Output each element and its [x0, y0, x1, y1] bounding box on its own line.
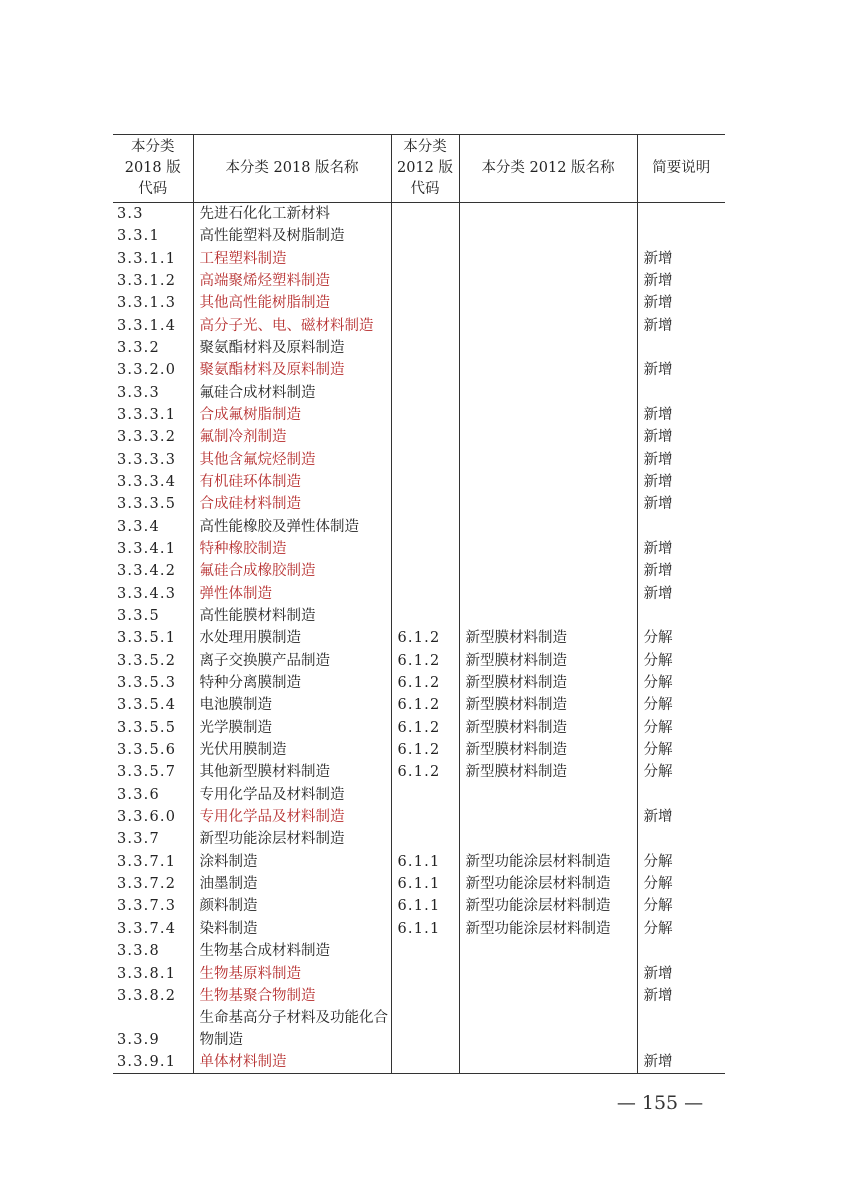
cell-2012-name [459, 605, 637, 627]
cell-2018-code: 3.3.7.1 [117, 853, 177, 870]
cell-2012-code: 6.1.1 [391, 895, 459, 917]
cell-2012-code [391, 583, 459, 605]
cell-note: 分解 [637, 650, 725, 672]
cell-2018-name: 专用化学品及材料制造 [193, 784, 391, 806]
header-2012-code [391, 135, 459, 203]
cell-2012-code [391, 247, 459, 269]
header-line: 本分类 [403, 139, 447, 155]
table-row [113, 739, 725, 761]
header-2018-name: 本分类 2018 版名称 [193, 135, 391, 203]
cell-2012-code: 6.1.2 [391, 694, 459, 716]
cell-2012-name [459, 985, 637, 1007]
cell-2012-name: 新型功能涂层材料制造 [459, 851, 637, 873]
cell-note: 分解 [637, 895, 725, 917]
header-line: 本分类 [131, 139, 175, 155]
cell-2018-code: 3.3.3.4 [117, 473, 177, 490]
cell-2018-name: 高分子光、电、磁材料制造 [193, 314, 391, 336]
cell-2012-code [391, 605, 459, 627]
cell-2012-code: 6.1.2 [391, 650, 459, 672]
cell-2018-name: 氟制冷剂制造 [193, 426, 391, 448]
cell-2018-code: 3.3.1.1 [117, 250, 177, 267]
cell-2018-name: 生物基聚合物制造 [193, 985, 391, 1007]
cell-2018-code: 3.3.5 [117, 608, 160, 625]
table-row [113, 605, 725, 627]
cell-note [637, 605, 725, 627]
cell-note: 新增 [637, 538, 725, 560]
cell-2012-name: 新型功能涂层材料制造 [459, 918, 637, 940]
cell-2012-code [391, 337, 459, 359]
table-row [113, 471, 725, 493]
cell-2018-name: 高端聚烯烃塑料制造 [193, 270, 391, 292]
cell-2012-code: 6.1.1 [391, 918, 459, 940]
cell-2012-name [459, 962, 637, 984]
cell-2012-name [459, 493, 637, 515]
cell-note: 新增 [637, 359, 725, 381]
table-row [113, 448, 725, 470]
table-row [113, 337, 725, 359]
cell-2012-code [391, 1051, 459, 1074]
cell-2018-name: 油墨制造 [193, 873, 391, 895]
table-row [113, 1051, 725, 1074]
cell-note: 新增 [637, 962, 725, 984]
cell-2012-code: 6.1.2 [391, 761, 459, 783]
cell-2018-code: 3.3.5.6 [117, 742, 177, 759]
cell-2018-code: 3.3.3.2 [117, 429, 177, 446]
cell-note [637, 381, 725, 403]
cell-2012-name: 新型功能涂层材料制造 [459, 895, 637, 917]
cell-2012-code [391, 784, 459, 806]
cell-2018-code: 3.3.7.4 [117, 920, 177, 937]
cell-2012-code [391, 270, 459, 292]
cell-2018-name: 工程塑料制造 [193, 247, 391, 269]
cell-2012-code: 6.1.1 [391, 851, 459, 873]
cell-note: 分解 [637, 761, 725, 783]
cell-2018-code: 3.3.5.4 [117, 697, 177, 714]
table-row [113, 918, 725, 940]
cell-2012-name [459, 560, 637, 582]
table-row [113, 873, 725, 895]
cell-2012-code: 6.1.2 [391, 717, 459, 739]
cell-2012-code [391, 493, 459, 515]
header-line: 2018 版 [124, 160, 181, 176]
cell-2012-name: 新型膜材料制造 [459, 672, 637, 694]
cell-2012-code: 6.1.2 [391, 739, 459, 761]
cell-2018-code: 3.3.5.2 [117, 652, 177, 669]
cell-2018-code: 3.3.7.3 [117, 898, 177, 915]
table-row [113, 359, 725, 381]
cell-2018-name: 高性能橡胶及弹性体制造 [193, 515, 391, 537]
table-row [113, 806, 725, 828]
cell-2018-name: 有机硅环体制造 [193, 471, 391, 493]
table-row [113, 672, 725, 694]
cell-2012-name [459, 426, 637, 448]
cell-2018-name: 弹性体制造 [193, 583, 391, 605]
cell-2018-code: 3.3.5.1 [117, 630, 177, 647]
cell-note: 新增 [637, 448, 725, 470]
table-row [113, 784, 725, 806]
cell-2012-code [391, 203, 459, 226]
table-row [113, 1007, 725, 1051]
cell-2018-name: 聚氨酯材料及原料制造 [193, 337, 391, 359]
cell-2012-name [459, 538, 637, 560]
cell-2012-code [391, 806, 459, 828]
cell-note [637, 828, 725, 850]
cell-note: 新增 [637, 292, 725, 314]
cell-note: 新增 [637, 247, 725, 269]
cell-2012-code [391, 962, 459, 984]
cell-2018-name: 电池膜制造 [193, 694, 391, 716]
cell-2012-code [391, 448, 459, 470]
cell-note: 分解 [637, 739, 725, 761]
cell-2012-name [459, 359, 637, 381]
cell-2018-code: 3.3.4.2 [117, 563, 177, 580]
cell-note: 分解 [637, 851, 725, 873]
cell-2018-name: 生物基原料制造 [193, 962, 391, 984]
cell-2018-code: 3.3 [117, 206, 144, 222]
cell-2018-name: 高性能膜材料制造 [193, 605, 391, 627]
table-row [113, 851, 725, 873]
cell-2018-code: 3.3.2 [117, 339, 160, 356]
cell-2012-code [391, 225, 459, 247]
cell-2018-code: 3.3.6.0 [117, 809, 177, 826]
cell-2018-name: 其他新型膜材料制造 [193, 761, 391, 783]
cell-note: 分解 [637, 694, 725, 716]
table-row [113, 225, 725, 247]
cell-2012-name: 新型膜材料制造 [459, 761, 637, 783]
cell-note: 新增 [637, 1051, 725, 1074]
cell-note [637, 784, 725, 806]
cell-2012-name: 新型膜材料制造 [459, 717, 637, 739]
cell-2012-name [459, 806, 637, 828]
cell-2018-name: 特种分离膜制造 [193, 672, 391, 694]
table-row [113, 650, 725, 672]
cell-2012-name [459, 471, 637, 493]
cell-2018-name: 合成硅材料制造 [193, 493, 391, 515]
cell-note: 分解 [637, 873, 725, 895]
cell-2018-name: 光学膜制造 [193, 717, 391, 739]
cell-2012-name: 新型膜材料制造 [459, 694, 637, 716]
cell-2012-code [391, 314, 459, 336]
cell-2018-code: 3.3.1.4 [117, 317, 177, 334]
cell-2018-code: 3.3.3.3 [117, 451, 177, 468]
table-row [113, 583, 725, 605]
cell-2018-name: 氟硅合成材料制造 [193, 381, 391, 403]
table-row [113, 962, 725, 984]
table-row [113, 985, 725, 1007]
cell-note [637, 337, 725, 359]
cell-2018-code: 3.3.5.5 [117, 719, 177, 736]
cell-2012-code [391, 381, 459, 403]
table-row [113, 895, 725, 917]
header-line: 代码 [138, 181, 168, 197]
header-line: 2012 版 [396, 160, 453, 176]
cell-2018-code: 3.3.9 [117, 1032, 160, 1049]
cell-note: 分解 [637, 672, 725, 694]
table-row [113, 381, 725, 403]
cell-note: 新增 [637, 806, 725, 828]
cell-2018-code: 3.3.4 [117, 518, 160, 535]
cell-2018-name: 特种橡胶制造 [193, 538, 391, 560]
cell-2012-name [459, 828, 637, 850]
cell-2018-name: 生物基合成材料制造 [193, 940, 391, 962]
cell-2018-name: 合成氟树脂制造 [193, 404, 391, 426]
cell-note [637, 940, 725, 962]
cell-note [637, 203, 725, 226]
cell-2018-name: 其他含氟烷烃制造 [193, 448, 391, 470]
page-number: — 155 — [616, 1092, 704, 1114]
table-row [113, 717, 725, 739]
cell-2012-name [459, 448, 637, 470]
table-row [113, 203, 725, 226]
cell-2012-name [459, 583, 637, 605]
cell-2012-name [459, 404, 637, 426]
table-row [113, 761, 725, 783]
cell-2018-code: 3.3.8 [117, 943, 160, 960]
cell-2012-name [459, 225, 637, 247]
cell-2018-code: 3.3.7 [117, 831, 160, 848]
table-row [113, 404, 725, 426]
cell-2018-name: 聚氨酯材料及原料制造 [193, 359, 391, 381]
cell-2018-code: 3.3.1.2 [117, 272, 177, 289]
cell-2018-name: 其他高性能树脂制造 [193, 292, 391, 314]
table-row [113, 493, 725, 515]
cell-note: 新增 [637, 493, 725, 515]
cell-2012-name: 新型膜材料制造 [459, 650, 637, 672]
cell-2012-code [391, 1007, 459, 1051]
cell-note: 新增 [637, 583, 725, 605]
cell-2012-code [391, 828, 459, 850]
cell-2012-name [459, 270, 637, 292]
cell-2012-code [391, 940, 459, 962]
cell-2018-code: 3.3.4.1 [117, 540, 177, 557]
header-2012-name: 本分类 2012 版名称 [459, 135, 637, 203]
cell-2012-code: 6.1.1 [391, 873, 459, 895]
cell-2012-name [459, 1007, 637, 1051]
cell-2012-name [459, 940, 637, 962]
cell-2018-name: 单体材料制造 [193, 1051, 391, 1074]
cell-2018-code: 3.3.3.1 [117, 406, 177, 423]
cell-2018-code: 3.3.5.7 [117, 764, 177, 781]
cell-2018-code: 3.3.8.2 [117, 987, 177, 1004]
cell-2018-code: 3.3.3.5 [117, 496, 177, 513]
cell-2012-name: 新型膜材料制造 [459, 627, 637, 649]
cell-2012-name [459, 515, 637, 537]
cell-note [637, 1007, 725, 1051]
cell-2012-name [459, 203, 637, 226]
cell-note: 新增 [637, 426, 725, 448]
cell-2012-name [459, 314, 637, 336]
cell-2018-name: 生命基高分子材料及功能化合物制造 [193, 1007, 391, 1051]
cell-2018-name: 光伏用膜制造 [193, 739, 391, 761]
cell-2018-code: 3.3.9.1 [113, 1051, 193, 1074]
header-2018-code [113, 135, 193, 203]
cell-2018-name: 先进石化化工新材料 [193, 203, 391, 226]
table-row [113, 627, 725, 649]
table-row [113, 314, 725, 336]
cell-2018-code: 3.3.8.1 [117, 965, 177, 982]
cell-2012-code [391, 359, 459, 381]
cell-2018-name: 专用化学品及材料制造 [193, 806, 391, 828]
cell-2018-code: 3.3.5.3 [117, 675, 177, 692]
cell-2012-code [391, 471, 459, 493]
cell-2012-code [391, 985, 459, 1007]
cell-note: 分解 [637, 627, 725, 649]
cell-note: 分解 [637, 918, 725, 940]
cell-note: 分解 [637, 717, 725, 739]
cell-2018-code: 3.3.7.2 [117, 876, 177, 893]
cell-2012-code [391, 404, 459, 426]
cell-2012-name [459, 247, 637, 269]
cell-2018-code: 3.3.3 [117, 384, 160, 401]
table-row [113, 538, 725, 560]
table-body [113, 203, 725, 1074]
cell-2018-code: 3.3.6 [117, 786, 160, 803]
cell-2018-code: 3.3.1 [117, 228, 160, 245]
cell-2012-code [391, 292, 459, 314]
cell-note: 新增 [637, 270, 725, 292]
cell-2012-name [459, 337, 637, 359]
cell-2012-name [459, 1051, 637, 1074]
cell-2012-name: 新型功能涂层材料制造 [459, 873, 637, 895]
cell-2018-code: 3.3.1.3 [117, 295, 177, 312]
cell-2018-name: 离子交换膜产品制造 [193, 650, 391, 672]
cell-2012-name [459, 292, 637, 314]
cell-2018-name: 涂料制造 [193, 851, 391, 873]
cell-2018-name: 颜料制造 [193, 895, 391, 917]
cell-2012-name: 新型膜材料制造 [459, 739, 637, 761]
table-header-row [113, 135, 725, 203]
cell-2012-code: 6.1.2 [391, 627, 459, 649]
table-row [113, 940, 725, 962]
table-row [113, 515, 725, 537]
table-row [113, 247, 725, 269]
cell-2012-code [391, 560, 459, 582]
cell-2018-name: 氟硅合成橡胶制造 [193, 560, 391, 582]
cell-2012-code [391, 426, 459, 448]
cell-2018-name: 染料制造 [193, 918, 391, 940]
cell-2012-name [459, 784, 637, 806]
cell-2018-code: 3.3.2.0 [117, 362, 177, 379]
table-row [113, 828, 725, 850]
cell-note [637, 225, 725, 247]
cell-note: 新增 [637, 314, 725, 336]
table-row [113, 694, 725, 716]
table-row [113, 560, 725, 582]
cell-note [637, 515, 725, 537]
cell-2012-code: 6.1.2 [391, 672, 459, 694]
table-row [113, 292, 725, 314]
header-note: 简要说明 [637, 135, 725, 203]
cell-2018-code: 3.3.4.3 [117, 585, 177, 602]
cell-2012-code [391, 515, 459, 537]
cell-2012-name [459, 381, 637, 403]
cell-2018-name: 水处理用膜制造 [193, 627, 391, 649]
cell-note: 新增 [637, 471, 725, 493]
cell-note: 新增 [637, 560, 725, 582]
cell-2012-code [391, 538, 459, 560]
cell-2018-name: 高性能塑料及树脂制造 [193, 225, 391, 247]
cell-2018-name: 新型功能涂层材料制造 [193, 828, 391, 850]
classification-table [113, 134, 725, 1074]
table-row [113, 426, 725, 448]
table-row [113, 270, 725, 292]
cell-note: 新增 [637, 404, 725, 426]
header-line: 代码 [410, 181, 440, 197]
cell-note: 新增 [637, 985, 725, 1007]
